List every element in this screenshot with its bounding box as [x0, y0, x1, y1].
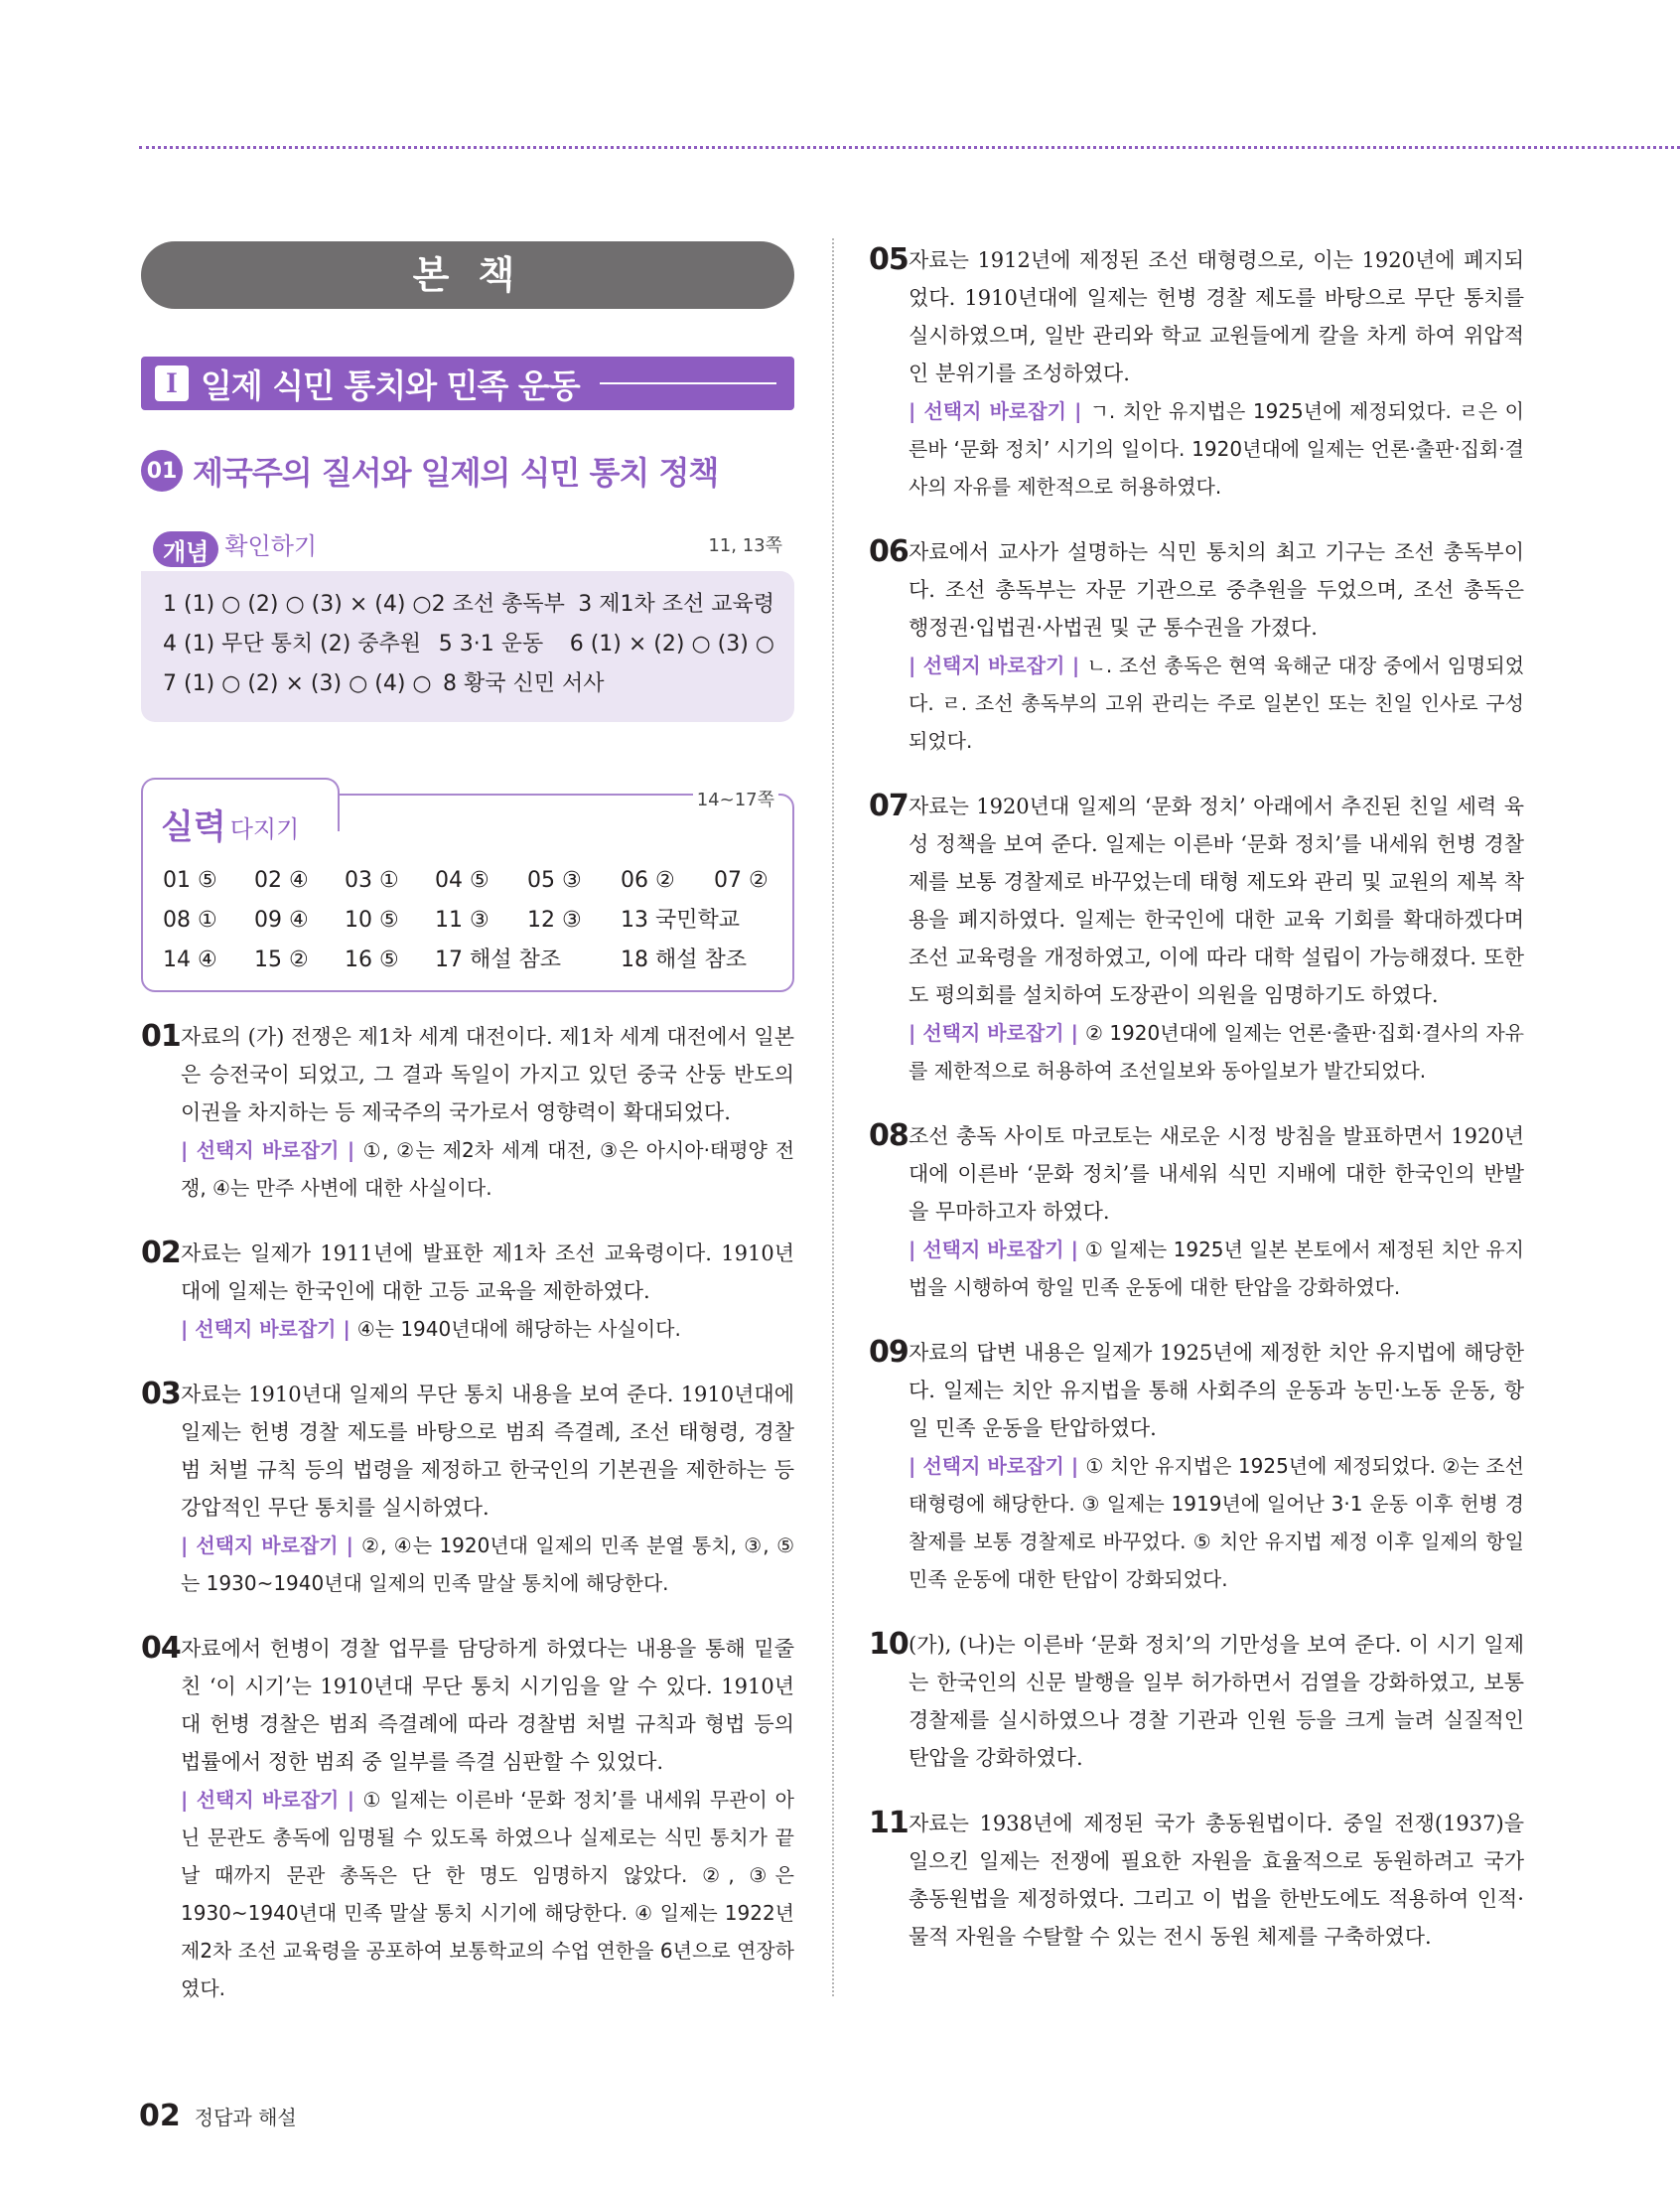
- page-number: 02: [139, 2099, 181, 2133]
- question-explanation: [869, 1805, 1524, 1956]
- unit-title: 일제 식민 통치와 민족 운동: [201, 365, 580, 405]
- choice-correction: | 선택지 바로잡기 | ① 일제는 1925년 일본 본토에서 제정된 치안 유지법을 시행하여 항일 민족 운동에 대한 탄압을 강화하였다.: [909, 1238, 1524, 1299]
- question-number: 08: [869, 1118, 909, 1153]
- question-number: 07: [869, 789, 909, 823]
- choice-correction: | 선택지 바로잡기 | ㄴ. 조선 총독은 현역 육해군 대장 중에서 임명되었다. ㄹ. 조선 총독부의 고위 관리는 주로 일본인 또는 친일 인사로 구성되었다.: [909, 654, 1525, 753]
- question-explanation: [141, 1376, 794, 1602]
- chapter-number: 01: [141, 450, 183, 492]
- concept-answer: 5 3·1 운동: [438, 632, 544, 657]
- concept-answer: 8 황국 신민 서사: [443, 671, 605, 696]
- explanation-text: 자료의 답변 내용은 일제가 1925년에 제정한 치안 유지법에 해당한다. 일제는 치안 유지법을 통해 사회주의 운동과 농민·노동 운동, 항일 민족 운동을 탄압하였다.: [909, 1341, 1524, 1440]
- skill-answer: 02 ④: [254, 868, 309, 893]
- skill-answer: 08 ①: [163, 908, 217, 933]
- choice-correction: | 선택지 바로잡기 | ②, ④는 1920년대 일제의 민족 분열 통치, ③, ⑤는 1930~1940년대 일제의 민족 말살 통치에 해당한다.: [181, 1533, 794, 1595]
- skill-title: 실력: [161, 807, 226, 847]
- question-explanation: [869, 1117, 1524, 1306]
- skill-answer: 01 ⑤: [163, 868, 217, 893]
- unit-header: [141, 357, 794, 410]
- skill-subtitle: 다지기: [229, 815, 300, 843]
- choice-correction-label: | 선택지 바로잡기 |: [909, 654, 1087, 677]
- concept-row: [163, 625, 774, 664]
- book-label: 본 책: [141, 241, 794, 309]
- concept-answer: 6 (1) × (2) ○ (3) ○: [569, 632, 774, 657]
- choice-correction-label: | 선택지 바로잡기 |: [909, 1021, 1085, 1045]
- choice-correction-label: | 선택지 바로잡기 |: [181, 1317, 357, 1341]
- choice-correction: | 선택지 바로잡기 | ①, ②는 제2차 세계 대전, ③은 아시아·태평양 전쟁, ④는 만주 사변에 대한 사실이다.: [181, 1138, 795, 1200]
- question-number: 05: [869, 242, 909, 277]
- skill-answer: 10 ⑤: [345, 908, 399, 933]
- concept-answer: 3 제1차 조선 교육령: [578, 592, 774, 617]
- skill-row: [163, 861, 772, 901]
- skill-answer: 17 해설 참조: [435, 948, 561, 972]
- question-explanation: [141, 1018, 794, 1207]
- choice-correction-label: | 선택지 바로잡기 |: [181, 1533, 361, 1557]
- explanation-text: 자료는 일제가 1911년에 발표한 제1차 조선 교육령이다. 1910년대에 일제는 한국인에 대한 고등 교육을 제한하였다.: [181, 1241, 794, 1303]
- choice-correction: | 선택지 바로잡기 | ② 1920년대에 일제는 언론·출판·집회·결사의 자유를 제한적으로 허용하여 조선일보와 동아일보가 발간되었다.: [909, 1021, 1524, 1083]
- skill-answer: 16 ⑤: [345, 948, 399, 972]
- concept-answer: 1 (1) ○ (2) ○ (3) × (4) ○: [163, 592, 432, 617]
- question-number: 11: [869, 1806, 909, 1840]
- concept-title: 확인하기: [224, 532, 318, 560]
- unit-number: I: [155, 365, 189, 401]
- skill-answer: 11 ③: [435, 908, 490, 933]
- skill-section: [141, 790, 794, 992]
- concept-row: [163, 664, 774, 704]
- concept-tag: 개념: [153, 531, 218, 567]
- choice-correction: | 선택지 바로잡기 | ① 일제는 이른바 ‘문화 정치’를 내세워 무관이 아닌 문관도 총독에 임명될 수 있도록 하였으나 실제로는 식민 통치가 끝날 때까지 문관 총독은 단 한 명도 임명하지 않았다. ②, ③은 1930~1940년대 민족 말살 통치 시기에 해당한다. ④ 일제는 1922년 제2차 조선 교육령을 공포하여 보통학교의 수업 연한을 6년으로 연장하였다.: [181, 1788, 795, 2000]
- question-number: 04: [141, 1631, 181, 1666]
- skill-row: [163, 901, 772, 941]
- explanation-text: 자료는 1920년대 일제의 ‘문화 정치’ 아래에서 추진된 친일 세력 육성 정책을 보여 준다. 일제는 이른바 ‘문화 정치’를 내세워 헌병 경찰제를 보통 경찰제로 바꾸었는데 태형 제도와 관리 및 교원의 제복 착용을 폐지하였다. 일제는 한국인에 대한 교육 기회를 확대하겠다며 조선 교육령을 개정하였고, 이에 따라 대학 설립이 가능해졌다. 또한 도 평의회를 설치하여 도장관이 의원을 임명하기도 하였다.: [909, 795, 1524, 1007]
- choice-correction-label: | 선택지 바로잡기 |: [909, 399, 1090, 423]
- explanation-text: 자료의 (가) 전쟁은 제1차 세계 대전이다. 제1차 세계 대전에서 일본은 승전국이 되었고, 그 결과 독일이 가지고 있던 중국 산둥 반도의 이권을 차지하는 등 제국주의 국가로서 영향력이 확대되었다.: [181, 1025, 794, 1124]
- footer-label: 정답과 해설: [194, 2106, 297, 2129]
- skill-answer: 15 ②: [254, 948, 309, 972]
- question-explanation: [869, 788, 1524, 1090]
- choice-correction: | 선택지 바로잡기 | ④는 1940년대에 해당하는 사실이다.: [181, 1317, 681, 1341]
- unit-rule: [600, 382, 776, 384]
- choice-correction-label: | 선택지 바로잡기 |: [181, 1138, 363, 1162]
- question-number: 02: [141, 1236, 181, 1270]
- explanation-text: 조선 총독 사이토 마코토는 새로운 시정 방침을 발표하면서 1920년대에 이른바 ‘문화 정치’를 내세워 식민 지배에 대한 한국인의 반발을 무마하고자 하였다.: [909, 1124, 1524, 1224]
- chapter-title: 제국주의 질서와 일제의 식민 통치 정책: [193, 454, 719, 492]
- column-divider: [832, 238, 834, 1996]
- chapter-header: [141, 446, 794, 496]
- explanation-text: 자료에서 교사가 설명하는 식민 통치의 최고 기구는 조선 총독부이다. 조선 총독부는 자문 기관으로 중추원을 두었으며, 조선 총독은 행정권·입법권·사법권 및 군 통수권을 가졌다.: [909, 540, 1524, 640]
- concept-answer: 7 (1) ○ (2) × (3) ○ (4) ○: [163, 671, 432, 696]
- concept-answer-box: [141, 571, 794, 722]
- question-explanation: [141, 1630, 794, 2007]
- top-dotted-rule: [139, 146, 1680, 149]
- question-number: 06: [869, 534, 909, 569]
- skill-pages: 14~17쪽: [693, 786, 778, 811]
- question-number: 03: [141, 1377, 181, 1411]
- skill-answer-box: [141, 790, 794, 992]
- question-explanation: [869, 241, 1524, 506]
- skill-row: [163, 941, 772, 980]
- explanation-text: 자료에서 헌병이 경찰 업무를 담당하게 하였다는 내용을 통해 밑줄 친 ‘이 시기’는 1910년대 무단 통치 시기임을 알 수 있다. 1910년대 헌병 경찰은 범죄 즉결례에 따라 경찰범 처벌 규칙과 형법 등의 법률에서 정한 범죄 중 일부를 즉결 심판할 수 있었다.: [181, 1637, 794, 1774]
- skill-answer: 04 ⑤: [435, 868, 490, 893]
- concept-answer: 4 (1) 무단 통치 (2) 중추원: [163, 632, 422, 657]
- explanation-text: 자료는 1938년에 제정된 국가 총동원법이다. 중일 전쟁(1937)을 일으킨 일제는 전쟁에 필요한 자원을 효율적으로 동원하려고 국가 총동원법을 제정하였다. 그리고 이 법을 한반도에도 적용하여 인적·물적 자원을 수탈할 수 있는 전시 동원 체제를 구축하였다.: [909, 1812, 1524, 1949]
- choice-correction: | 선택지 바로잡기 | ① 치안 유지법은 1925년에 제정되었다. ②는 조선 태형령에 해당한다. ③ 일제는 1919년에 일어난 3·1 운동 이후 헌병 경찰제를 보통 경찰제로 바꾸었다. ⑤ 치안 유지법 제정 이후 일제의 항일 민족 운동에 대한 탄압이 강화되었다.: [909, 1454, 1524, 1591]
- skill-answer: 05 ③: [527, 868, 582, 893]
- question-explanation: [869, 1334, 1524, 1598]
- concept-row: [163, 585, 774, 625]
- skill-answer: 09 ④: [254, 908, 309, 933]
- skill-answer: 12 ③: [527, 908, 582, 933]
- choice-correction-label: | 선택지 바로잡기 |: [909, 1238, 1085, 1261]
- choice-correction: | 선택지 바로잡기 | ㄱ. 치안 유지법은 1925년에 제정되었다. ㄹ은 이른바 ‘문화 정치’ 시기의 일이다. 1920년대에 일제는 언론·출판·집회·결사의 자유를 제한적으로 허용하였다.: [909, 399, 1525, 499]
- left-column: [141, 241, 794, 2007]
- skill-answer: 07 ②: [714, 868, 769, 893]
- skill-answer: 03 ①: [345, 868, 399, 893]
- choice-correction-label: | 선택지 바로잡기 |: [909, 1454, 1086, 1478]
- explanation-text: 자료는 1912년에 제정된 조선 태형령으로, 이는 1920년에 폐지되었다. 1910년대에 일제는 헌병 경찰 제도를 바탕으로 무단 통치를 실시하였으며, 일반 관리와 학교 교원들에게 칼을 차게 하여 위압적인 분위기를 조성하였다.: [909, 248, 1524, 385]
- skill-answer: 13 국민학교: [621, 908, 740, 933]
- explanation-text: 자료는 1910년대 일제의 무단 통치 내용을 보여 준다. 1910년대에 일제는 헌병 경찰 제도를 바탕으로 범죄 즉결례, 조선 태형령, 경찰범 처벌 규칙 등의 법령을 제정하고 한국인의 기본권을 제한하는 등 강압적인 무단 통치를 실시하였다.: [181, 1383, 794, 1520]
- skill-answer: 14 ④: [163, 948, 217, 972]
- concept-check-section: [141, 525, 794, 722]
- choice-correction-label: | 선택지 바로잡기 |: [181, 1788, 363, 1812]
- question-explanation: [869, 533, 1524, 760]
- question-number: 09: [869, 1335, 909, 1370]
- question-explanation: [869, 1626, 1524, 1777]
- concept-pages: 11, 13쪽: [708, 535, 782, 556]
- right-column: [869, 241, 1524, 1956]
- question-explanation: [141, 1235, 794, 1348]
- skill-answer: 06 ②: [621, 868, 675, 893]
- concept-answer: 2 조선 총독부: [431, 592, 565, 617]
- question-number: 10: [869, 1627, 909, 1662]
- page-footer: [139, 2099, 297, 2133]
- explanation-text: (가), (나)는 이른바 ‘문화 정치’의 기만성을 보여 준다. 이 시기 일제는 한국인의 신문 발행을 일부 허가하면서 검열을 강화하였고, 보통 경찰제를 실시하였으나 경찰 기관과 인원 등을 크게 늘려 실질적인 탄압을 강화하였다.: [909, 1633, 1524, 1770]
- question-number: 01: [141, 1019, 181, 1054]
- skill-answer: 18 해설 참조: [621, 948, 747, 972]
